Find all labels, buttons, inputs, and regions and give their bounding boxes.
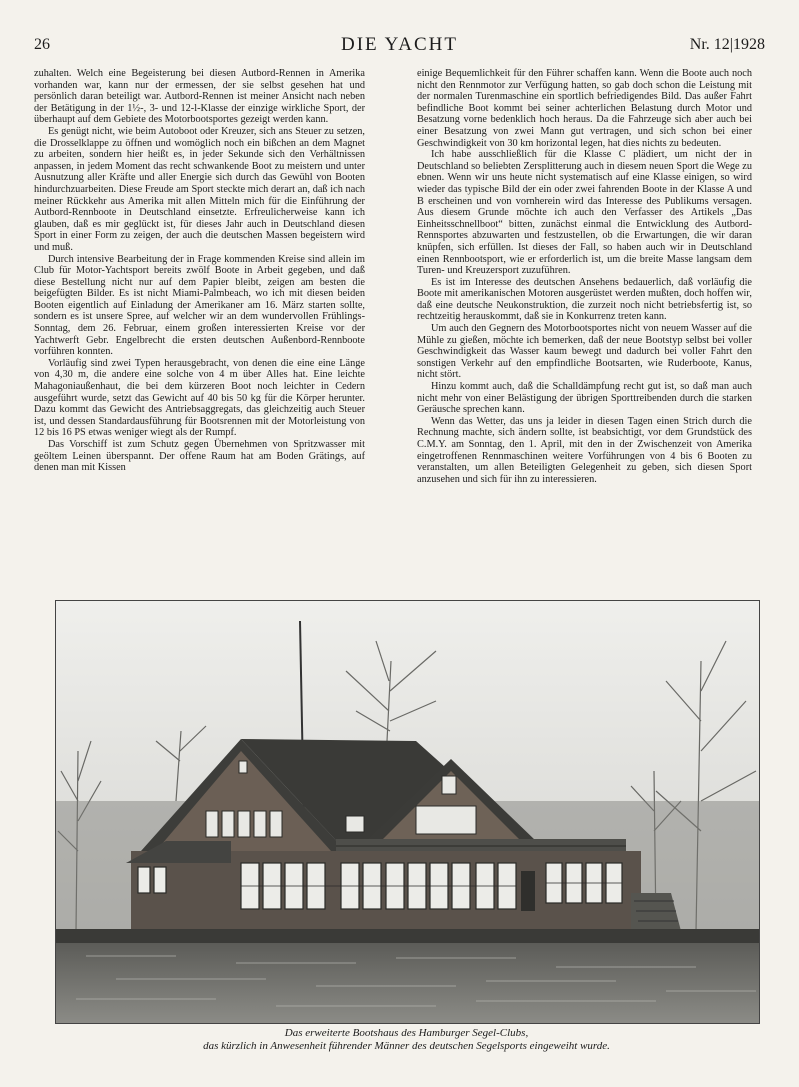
boathouse-photo bbox=[55, 600, 760, 1024]
paragraph: zuhalten. Welch eine Begeisterung bei diesen Autbord-Rennen in Amerika vorhanden war, kann nur der ermessen, der sie selbst gesehen hat und persönlich daran beteiligt war. Autbord-Rennen ist meiner Ansicht nach neben der Betätigung in der 1½-, 3- und 12-l-Klasse der einzige wirkliche Sport, der überhaupt auf dem Gebiete des Motorbootsportes gezeigt werden kann. bbox=[34, 68, 365, 126]
paragraph: Hinzu kommt auch, daß die Schalldämpfung recht gut ist, so daß man auch nicht mehr von einer Belästigung der übrigen Sporttreibenden durch die starken Geräusche sprechen kann. bbox=[417, 381, 752, 416]
paragraph: Wenn das Wetter, das uns ja leider in diesen Tagen einen Strich durch die Rechnung machte, sich ändern sollte, ist beabsichtigt, vor dem Grundstück des C.M.Y. am Sonntag, den 1. April, mit den in der Zwischenzeit von Amerika eingetroffenen Rennmaschinen weitere Vorführungen von 4 bis 6 Booten zu veranstalten, um allen Beteiligten Gelegenheit zu geben, sich diesen Sport anzusehen und sich für ihn zu interessieren. bbox=[417, 415, 752, 485]
paragraph: Vorläufig sind zwei Typen herausgebracht, von denen die eine eine Länge von 4,30 m, die andere eine solche von 4 m über Alles hat. Eine leichte Mahagoniaußenhaut, die bei dem kürzeren Boot noch leichter in Cedern ausgeführt wurde, setzt das Gewicht auf 40 bis 50 kg für die Körper herunter. Dazu kommt das Gewicht des Antriebsaggregats, das gleichzeitig auch Steuer ist, und dessen Standardausführung für Bootsrennen mit der Motorleistung von 12 bis 16 PS etwas weniger wiegt als der Rumpf. bbox=[34, 357, 365, 439]
caption-line: das kürzlich in Anwesenheit führender Männer des deutschen Segelsports eingeweiht wurde. bbox=[203, 1040, 610, 1052]
paragraph: einige Bequemlichkeit für den Führer schaffen kann. Wenn die Boote auch noch nicht den Rennmotor zur Verfügung hatten, so gab doch schon die Leistung mit der normalen Turenmaschine ein sportlich befriedigendes Bild. Das außer Fahrt befindliche Boot kommt bei seiner achterlichen Belastung durch Motor und Besatzung vorne bedenklich hoch heraus. Da die Fahrzeuge sich aber auch bei einer Besatzung von zwei Mann gut vertragen, und sich schon bei einer Geschwindigkeit von 30 km horizontal legen, hat dies nichts zu bedeuten. bbox=[417, 68, 752, 149]
paragraph: Das Vorschiff ist zum Schutz gegen Übernehmen von Spritzwasser mit geöltem Leinen überspannt. Der offene Raum hat am Boden Grätings, auf denen man mit Kissen bbox=[34, 439, 365, 474]
paragraph: Es genügt nicht, wie beim Autoboot oder Kreuzer, sich ans Steuer zu setzen, die Drosselklappe zu öffnen und womöglich noch ein bißchen an dem Magnet zu arbeiten, sondern hier heißt es, in jeder Sekunde sich den Verhältnissen anpassen, in jedem Moment das recht schwankende Boot zu meistern und unter Ausnutzung aller Kräfte und aller Energie sich durch das Gewühl von Booten hindurchzuarbeiten. Diese Freude am Sport steckte mich derart an, daß ich nach meiner Rückkehr aus Amerika mit allen Mitteln mich für die Einführung der Autbord-Rennboote in Deutschland einsetzte. Erfreulicherweise kann ich glauben, daß es mir geglückt ist, für dieses Jahr auch in Deutschland diesen Sport in einer Form zu zeigen, der auch die deutschen Massen begeistern wird und muß. bbox=[34, 125, 365, 253]
caption-line: Das erweiterte Bootshaus des Hamburger Segel-Clubs, bbox=[284, 1027, 529, 1039]
journal-title: DIE YACHT bbox=[340, 34, 459, 55]
paragraph: Um auch den Gegnern des Motorbootsportes nicht von neuem Wasser auf die Mühle zu gießen, möchte ich bemerken, daß der neue Bootstyp selbst bei voller Geschwindigkeit das Wasser kaum bewegt und dadurch bei voller Fahrt den sonstigen Verkehr auf den empfindliche Bootsarten, wie Ruderboote, Kanus, nicht stört. bbox=[417, 323, 752, 381]
page-number: 26 bbox=[34, 36, 50, 53]
page-header bbox=[34, 36, 765, 56]
boathouse-illustration bbox=[56, 601, 759, 1023]
left-text-column bbox=[34, 68, 365, 474]
photo-caption bbox=[55, 1027, 758, 1053]
paragraph: Durch intensive Bearbeitung der in Frage kommenden Kreise sind allein im Club für Motor-Yachtsport bereits zwölf Boote in Arbeit gegeben, und daß diese Bestellung nicht nur auf dem Papier bleibt, zeigen am besten die beigefügten Bilder. Es ist nicht Miami-Palmbeach, wo ich mit diesen beiden Booten eigentlich auf Einladung der Amerikaner am 16. März starten sollte, sondern es ist unsere Spree, auf welcher wir an dem wundervollen Frühlings-Sonntag, dem 26. Februar, einem großen interessierten Kreise vor der Yachtwerft Gebr. Engelbrecht die ersten deutschen Außenbord-Rennboote vorführen konnten. bbox=[34, 253, 365, 358]
paragraph: Ich habe ausschließlich für die Klasse C plädiert, um nicht der in Deutschland so beliebten Zersplitterung auch in diesem neuen Sport die Wege zu ebnen. Wenn wir uns heute nicht systematisch auf eine Klasse einigen, so wird wieder das typische Bild der ein oder zwei fahrenden Boote in der Klasse A und B erscheinen und von vornherein wird das Interesse des Publikums versagen. Aus diesem Grunde möchte ich auch den Verfasser des Artikels „Das Einheitsschnellboot“ bitten, zunächst einmal die Entwicklung des Autbord-Rennsportes abzuwarten und festzustellen, ob die Erwartungen, die wir daran knüpfen, sich erfüllen. Ist dieses der Fall, so haben auch wir in Deutschland einen Rennbootsport, wie er erforderlich ist, um die breite Masse langsam dem Turen- und Kreuzersport zuzuführen. bbox=[417, 149, 752, 277]
right-text-column bbox=[417, 68, 752, 485]
issue-number: Nr. 12|1928 bbox=[689, 36, 765, 53]
paragraph: Es ist im Interesse des deutschen Ansehens bedauerlich, daß vorläufig die Boote mit amerikanischen Motoren ausgerüstet werden mußten, doch hoffen wir, daß eine deutsche Neukonstruktion, die zurzeit noch nicht betriebsfertig ist, so rechtzeitig herauskommt, daß sie in Konkurrenz treten kann. bbox=[417, 276, 752, 323]
